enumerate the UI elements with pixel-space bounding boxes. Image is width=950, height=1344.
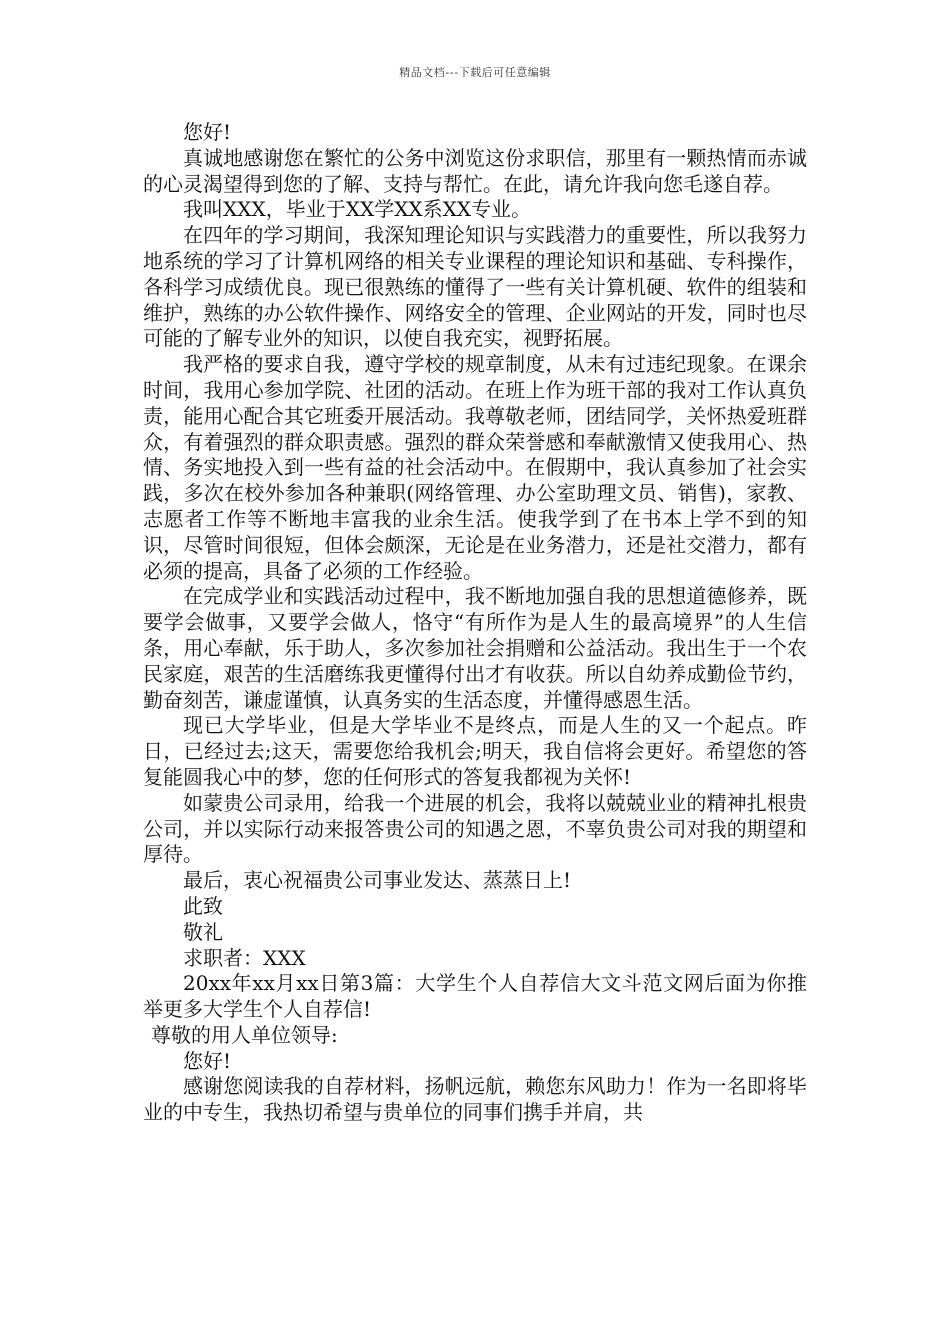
- paragraph-date-next-article: 20xx年xx月xx日第3篇：大学生个人自荐信大文斗范文网后面为你推举更多大学生个人自荐信!: [143, 971, 807, 1022]
- paragraph-intro: 真诚地感谢您在繁忙的公务中浏览这份求职信，那里有一颗热情而赤诚的心灵渴望得到您的了解、支持与帮忙。在此，请允许我向您毛遂自荐。: [143, 145, 807, 196]
- paragraph-greeting-2: 您好!: [183, 1048, 232, 1073]
- paragraph-applicant: 求职者：XXX: [183, 945, 306, 970]
- paragraph-morality: 在完成学业和实践活动过程中，我不断地加强自我的思想道德修养，既要学会做事，又要学会做人，恪守“有所作为是人生的最高境界”的人生信条，用心奉献，乐于助人，多次参加社会捐赠和公益活动。我出生于一个农民家庭，艰苦的生活磨练我更懂得付出才有收获。所以自幼养成勤俭节约，勤奋刻苦，谦虚谨慎，认真务实的生活态度，并懂得感恩生活。: [143, 584, 807, 712]
- paragraph-salutation: 尊敬的用人单位领导:: [151, 1022, 338, 1047]
- document-body: [143, 120, 807, 1126]
- paragraph-hire: 如蒙贵公司录用，给我一个进展的机会，我将以兢兢业业的精神扎根贵公司，并以实际行动来报答贵公司的知遇之恩，不辜负贵公司对我的期望和厚待。: [143, 790, 807, 867]
- paragraph-graduation: 现已大学毕业，但是大学毕业不是终点，而是人生的又一个起点。昨日，已经过去;这天，需要您给我机会;明天，我自信将会更好。希望您的答复能圆我心中的梦，您的任何形式的答复我都视为关怀!: [143, 713, 807, 789]
- paragraph-greeting: 您好!: [183, 120, 232, 144]
- paragraph-conduct: 我严格的要求自我，遵守学校的规章制度，从未有过违纪现象。在课余时间，我用心参加学院、社团的活动。在班上作为班干部的我对工作认真负责，能用心配合其它班委开展活动。我尊敬老师，团结同学，关怀热爱班群众，有着强烈的群众职责感。强烈的群众荣誉感和奉献激情又使我用心、热情、务实地投入到一些有益的社会活动中。在假期中，我认真参加了社会实践，多次在校外参加各种兼职(网络管理、办公室助理文员、销售)，家教、志愿者工作等不断地丰富我的业余生活。使我学到了在书本上学不到的知识，尽管时间很短，但体会颇深，无论是在业务潜力，还是社交潜力，都有必须的提高，具备了必须的工作经验。: [143, 352, 807, 583]
- paragraph-cizhi: 此致: [183, 893, 223, 918]
- paragraph-closing: 最后，衷心祝福贵公司事业发达、蒸蒸日上!: [183, 868, 572, 893]
- paragraph-jingli: 敬礼: [183, 919, 223, 944]
- paragraph-thanks: 感谢您阅读我的自荐材料，扬帆远航，赖您东风助力！作为一名即将毕业的中专生，我热切希望与贵单位的同事们携手并肩，共: [143, 1074, 807, 1125]
- paragraph-name: 我叫XXX，毕业于XX学XX系XX专业。: [183, 197, 532, 222]
- paragraph-study: 在四年的学习期间，我深知理论知识与实践潜力的重要性，所以我努力地系统的学习了计算机网络的相关专业课程的理论知识和基础、专科操作，各科学习成绩优良。现已很熟练的懂得了一些有关计算机硬、软件的组装和维护，熟练的办公软件操作、网络安全的管理、企业网站的开发，同时也尽可能的了解专业外的知识，以使自我充实，视野拓展。: [143, 223, 807, 351]
- page-header: 精品文档---下载后可任意编辑: [399, 66, 551, 79]
